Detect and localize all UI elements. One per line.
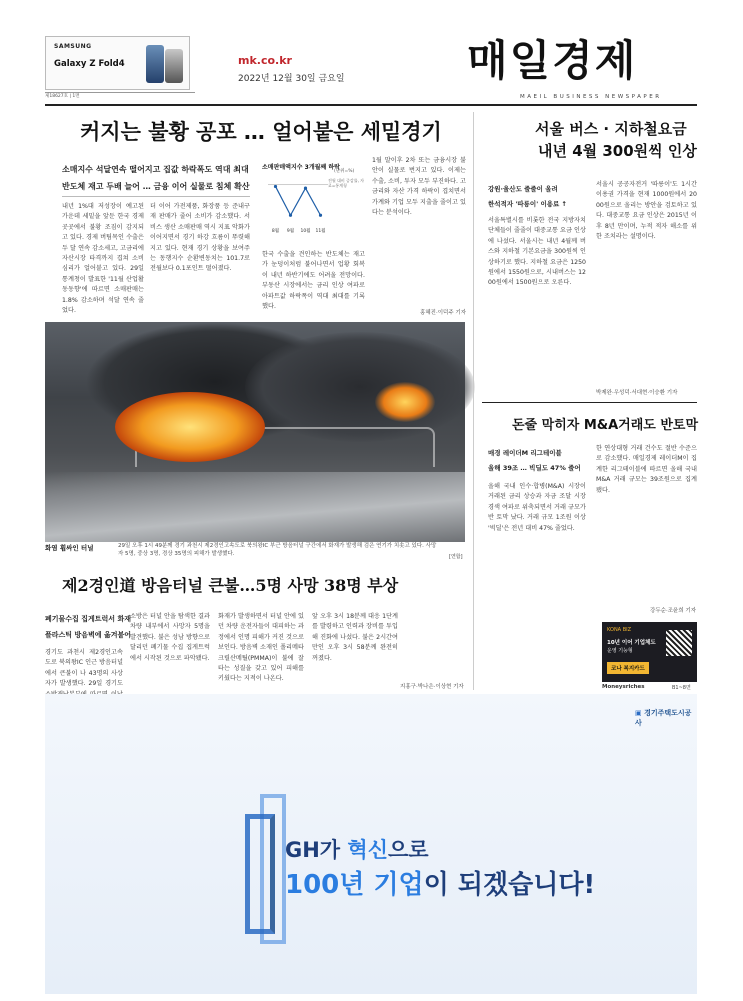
main-col-4: 1월 말이후 2차 또는 금융시장 불안이 실물로 번지고 있다. 이제는 수출, 소비, 투자 모두 부진하다. 고금리와 자산 가격 하락이 겹치면서 가계와 기업 모두 지출을 줄이고 있다는 분석이다.	[372, 157, 466, 217]
fire-headline: 제2경인道 방음터널 큰불…5명 사망 38명 부상	[62, 576, 399, 595]
fire	[115, 392, 265, 462]
gh-logo-icon: ▣	[635, 709, 645, 717]
main-col-1: 내년 1%대 저성장이 예고된 가운데 세밑을 앞둔 한국 경제 곳곳에서 불황 조짐이 감지되고 있다. 경제 버팀목인 수출은 두 달 연속 감소세고, 고금리에 자산시장 타격까지 겹쳐 소비 심리가 얼어붙고 있다. 29일 통계청이 발표한 '11월 산업활동동향'에 따르면 소매판매는 1.8% 감소하며 석달 연속 줄었다.	[62, 203, 144, 315]
gh-logo-text: 경기주택도시공사	[635, 709, 692, 727]
mna-subhead-2: 올해 39조 … 빅딜도 47% 줄어	[488, 464, 581, 472]
main-subhead-1: 소매지수 석달연속 떨어지고 집값 하락폭도 역대 최대	[62, 165, 249, 174]
column-divider	[473, 112, 474, 690]
issue-info: 제18627호 | 1면	[45, 92, 195, 100]
chart-title: 소매판매액지수 3개월째 하락	[262, 164, 340, 171]
mna-col-2: 한 연상대형 거래 건수도 절반 수준으로 감소했다. 매일경제 레이더M이 집계한 리그테이블에 따르면 올해 국내 M&A 거래 규모는 39조원으로 집계됐다.	[596, 445, 697, 494]
gh-slogan-2	[285, 864, 595, 901]
fire-col-3: 화재가 발생하면서 터널 안에 있던 차량 운전자들이 대피하는 과정에서 인명 피해가 커진 것으로 보인다. 방음벽 소재인 폴리메타크릴산메틸(PMMA)이 불에 잘 타는 성질을 갖고 있어 피해를 키웠다는 지적이 나온다.	[218, 613, 304, 683]
building-graphic	[245, 814, 275, 934]
fire-photo	[45, 322, 465, 538]
chart-point	[289, 214, 292, 217]
main-col-3: 한국 수출을 견인하는 반도체는 재고가 눈덩이처럼 불어나면서 업황 회복이 내년 하반기에도 어려울 전망이다. 부동산 시장에서는 금리 인상 여파로 아파트값 하락폭이 역대 최대를 기록했다.	[262, 251, 365, 311]
issue-date: 2022년 12월 30일 금요일	[238, 74, 345, 84]
slogan-part: 이 되겠습니다!	[423, 870, 596, 900]
logo-subtitle: MAEIL BUSINESS NEWSPAPER	[520, 94, 662, 100]
phone-image	[146, 45, 164, 83]
fare-col-1: 서울특별시를 비롯한 전국 지방자치단체들이 줄줄이 대중교통 요금 인상에 나섰다. 서울시는 내년 4월께 버스와 지하철 기본요금을 300원씩 인상하기로 했다. 지하철 요금은 1250원에서 1550원으로, 시내버스는 1200원에서 1500원으로 오른다.	[488, 217, 586, 287]
photo-label: 화염 휩싸인 터널	[45, 544, 94, 552]
fare-subhead-1: 강원·울산도 줄줄이 올려	[488, 185, 558, 193]
mna-subhead-1: 매경 레이더M 리그테이블	[488, 449, 562, 457]
mna-byline: 강두순·조윤희 기자	[650, 608, 697, 614]
mna-headline: 돈줄 막히자 M&A거래도 반토막	[512, 418, 699, 433]
photo-caption: 29일 오후 1시 49분께 경기 과천시 제2경인고속도로 북의왕IC 부근 방음터널 구간에서 화재가 발생해 검은 연기가 치솟고 있다. 사망자 5명, 중상 3명, 경상 35명의 피해가 발생했다.	[118, 543, 437, 557]
kona-tag: KONA BIZ	[607, 627, 632, 633]
site-url[interactable]: mk.co.kr	[238, 54, 292, 67]
chart-point	[274, 185, 277, 188]
main-headline: 커지는 불황 공포 … 얼어붙은 세밑경기	[80, 120, 442, 144]
chart-x-tick-label: 11월	[315, 229, 326, 234]
slogan-highlight: 혁신	[347, 838, 388, 862]
chart-series-line	[276, 186, 321, 215]
photo-credit: [연합]	[449, 554, 463, 560]
chart-plot	[262, 172, 366, 244]
chart-note: 전월 대비 증감률, 자료=통계청	[328, 178, 364, 188]
footer-credit: Moneysriches	[602, 684, 645, 690]
kona-line-1: 10년 이어 기업체도	[607, 640, 656, 646]
main-subhead-2: 반도체 재고 두배 늘어 … 금융 이어 실물로 침체 확산	[62, 182, 250, 191]
ad-product: Galaxy Z Fold4	[54, 59, 125, 69]
kona-cta[interactable]: 코나 복지카드	[607, 662, 649, 674]
main-col-2: 더 이어 가전제품, 화장품 등 준내구재 판매가 줄어 소비가 감소했다. 서비스 생산 소매판매 역시 지표 악화가 이어지면서 경기 하강 흐름이 뚜렷해지고 있다. 현재 경기 상황을 보여주는 동행지수 순환변동치는 101.7로 전월보다 0.1포인트 떨어졌다.	[150, 203, 250, 273]
fare-subhead-2: 한석적자 '따릉이' 이용료 ↑	[488, 200, 568, 208]
fire	[375, 382, 435, 422]
chart-point	[319, 214, 322, 217]
gh-advertisement[interactable]	[45, 694, 697, 994]
phone-image	[165, 49, 183, 83]
fire-subhead-1: 폐기물수집 집게트럭서 화재	[45, 615, 132, 623]
fire-col-1: 경기도 과천시 제2경인고속도로 북의왕IC 인근 방음터널에서 큰불이 나 43명의 사상자가 발생했다. 29일 경기도	[45, 649, 123, 688]
slogan-part: GH가	[285, 838, 348, 862]
qr-code-icon	[666, 630, 692, 656]
mna-col-1: 올해 국내 인수·합병(M&A) 시장이 거래된 금리 상승과 자금 조달 시장 경색 여파로 위축되면서 거래 규모가 반 토막 났다. 거래 규모 1조원 이상 '빅딜'은 전년 대비 47% 줄었다.	[488, 483, 586, 532]
main-byline: 홍혜진·이덕주 기자	[420, 310, 467, 316]
smoke	[245, 332, 475, 442]
section-rule	[482, 402, 697, 403]
chart-x-tick-label: 8월	[271, 229, 280, 234]
slogan-part: 으로	[388, 838, 429, 862]
fare-col-2: 서울시 공공자전거 '따릉이'도 1시간 이용권 가격을 현재 1000원에서 2000원으로 올리는 방안을 검토하고 있다. 대중교통 요금 인상은 2015년 이후 8년 만이며, 누적 적자 해소를 위한 조치라는 설명이다.	[596, 181, 697, 241]
retail-chart	[262, 162, 366, 254]
subhead-rule	[62, 196, 250, 197]
fare-headline-2: 내년 4월 300원씩 인상	[538, 142, 697, 160]
fire-subhead-2: 플라스틱 방음벽에 옮겨붙어	[45, 631, 132, 639]
fare-byline: 박제완·우성덕·서대현·이승환 기자	[596, 390, 678, 396]
fire-col-4: 앞 오후 3시 18분께 대응 1단계를 발령하고 인력과 장비를 투입해 진화에 나섰다. 불은 2시간여 만인 오후 3시 58분께 완전히 꺼졌다.	[312, 613, 398, 662]
ad-brand: SAMSUNG	[54, 43, 92, 50]
fire-byline: 지홍구·박나은·이상현 기자	[400, 684, 464, 690]
highway	[45, 472, 465, 542]
samsung-ad[interactable]	[45, 36, 190, 90]
gh-slogan-1	[285, 834, 429, 864]
page-number: B1~8면	[672, 685, 691, 691]
fire-col-2: 소방은 터널 안을 탐색한 결과 차량 내부에서 사망자 5명을 발견했다. 불은 성남 방향으로 달리던 폐기물 수집 집게트럭에서 시작된 것으로 파악됐다.	[130, 613, 210, 662]
kona-ad[interactable]	[602, 622, 697, 682]
chart-x-tick-label: 10월	[300, 229, 311, 234]
gh-logo	[635, 708, 697, 728]
slogan-highlight: 100년 기업	[285, 870, 424, 900]
newspaper-logo: 매일경제	[467, 36, 638, 85]
kona-line-2: 운영 기능형	[607, 648, 633, 654]
chart-point	[304, 187, 307, 190]
chart-x-tick-label: 9월	[286, 229, 295, 234]
chart-unit: (단위=%)	[334, 169, 355, 174]
masthead-rule	[45, 104, 697, 106]
fare-headline-1: 서울 버스 · 지하철요금	[535, 120, 687, 138]
